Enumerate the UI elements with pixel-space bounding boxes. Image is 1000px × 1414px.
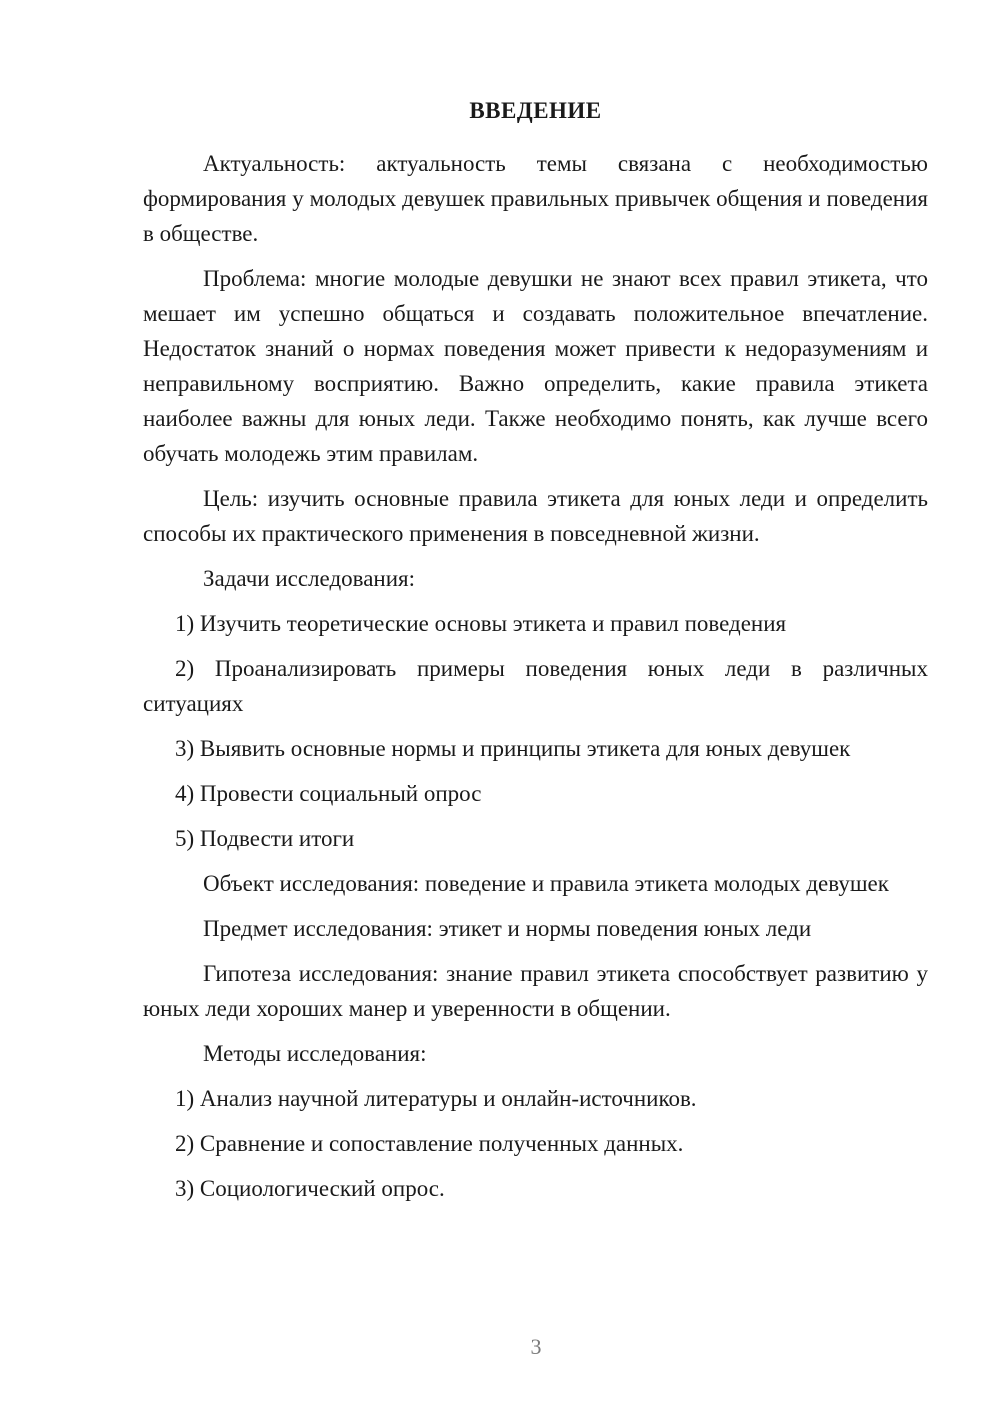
research-object: Объект исследования: поведение и правила этикета молодых девушек — [203, 871, 889, 896]
method-item: 2) Сравнение и сопоставление полученных данных. — [175, 1131, 684, 1156]
task-item: 3) Выявить основные нормы и принципы этикета для юных девушек — [175, 736, 851, 761]
tasks-heading: Задачи исследования: — [203, 566, 416, 591]
page-content — [143, 96, 928, 1216]
methods-heading: Методы исследования: — [203, 1041, 427, 1066]
task-item: 4) Провести социальный опрос — [175, 781, 482, 806]
problem-paragraph: Проблема: многие молодые девушки не знают всех правил этикета, что мешает им успешно общаться и создавать положительное впечатление. Недостаток знаний о нормах поведения может привести к недоразумениям и неправильному восприятию. Важно определить, какие правила этикета наиболее важны для юных леди. Также необходимо понять, как лучше всего обучать молодежь этим правилам. — [143, 266, 928, 466]
task-item: 1) Изучить теоретические основы этикета и правил поведения — [175, 611, 787, 636]
section-title: ВВЕДЕНИЕ — [469, 98, 602, 123]
goal-paragraph: Цель: изучить основные правила этикета для юных леди и определить способы их практического применения в повседневной жизни. — [143, 486, 928, 546]
task-item: 2) Проанализировать примеры поведения юных леди в различных ситуациях — [143, 656, 928, 716]
task-item: 5) Подвести итоги — [175, 826, 355, 851]
relevance-paragraph: Актуальность: актуальность темы связана с необходимостью формирования у молодых девушек правильных привычек общения и поведения в обществе. — [143, 151, 928, 246]
method-item: 3) Социологический опрос. — [175, 1176, 445, 1201]
page-number: 3 — [530, 1334, 542, 1359]
research-subject: Предмет исследования: этикет и нормы поведения юных леди — [203, 916, 812, 941]
method-item: 1) Анализ научной литературы и онлайн-источников. — [175, 1086, 697, 1111]
research-hypothesis: Гипотеза исследования: знание правил этикета способствует развитию у юных леди хороших манер и уверенности в общении. — [143, 961, 928, 1021]
